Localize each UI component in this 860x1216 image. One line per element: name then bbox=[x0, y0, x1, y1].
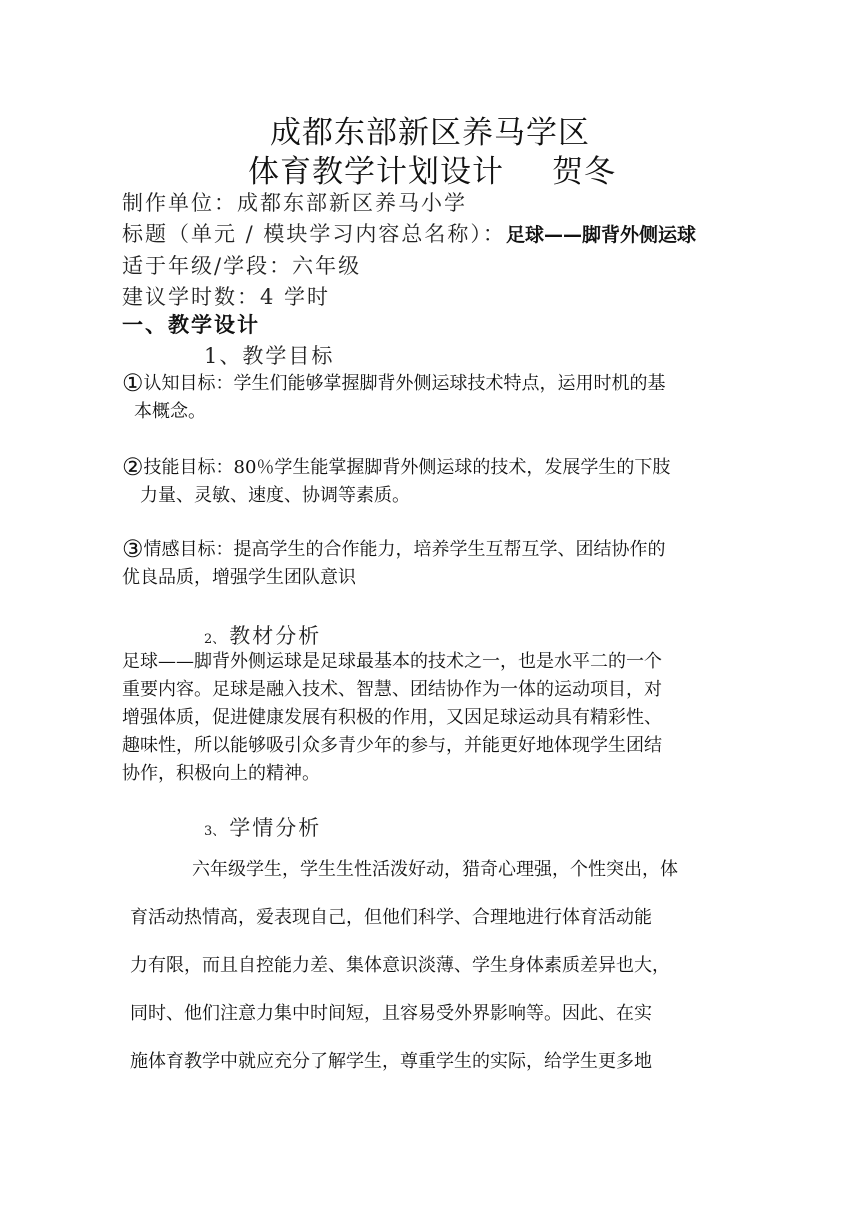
subsection-number: 3、 bbox=[204, 824, 226, 839]
meta-hours-value: 4 学时 bbox=[260, 285, 331, 309]
meta-unit bbox=[122, 187, 467, 217]
meta-hours bbox=[122, 281, 330, 311]
paragraph-line: 重要内容。足球是融入技术、智慧、团结协作为一体的运动项目，对 bbox=[122, 679, 662, 700]
goal-text-continued: 优良品质，增强学生团队意识 bbox=[122, 567, 356, 588]
paragraph-line: 协作，积极向上的精神。 bbox=[122, 763, 320, 784]
goal-text-continued: 力量、灵敏、速度、协调等素质。 bbox=[140, 485, 410, 506]
meta-grade-label: 适于年级/学段： bbox=[122, 254, 293, 278]
meta-topic-label: 标题（单元 / 模块学习内容总名称）： bbox=[122, 222, 506, 246]
section-heading-teaching-design: 一、教学设计 bbox=[122, 313, 260, 337]
subsection-title: 学情分析 bbox=[229, 816, 322, 840]
goal-marker: ③ bbox=[122, 535, 144, 563]
paragraph-line: 足球——脚背外侧运球是足球最基本的技术之一，也是水平二的一个 bbox=[122, 651, 662, 672]
subsection-heading-material bbox=[204, 620, 321, 650]
paragraph-line: 增强体质，促进健康发展有积极的作用，又因足球运动具有精彩性、 bbox=[122, 707, 662, 728]
author-name: 贺冬 bbox=[552, 154, 616, 190]
subsection-heading-students bbox=[204, 812, 321, 842]
paragraph-line: 六年级学生，学生生性活泼好动，猎奇心理强，个性突出，体 bbox=[192, 859, 678, 880]
subsection-number: 2、 bbox=[204, 632, 226, 647]
plan-title: 体育教学计划设计 bbox=[248, 154, 504, 190]
document-title-plan bbox=[248, 146, 616, 191]
meta-unit-label: 制作单位： bbox=[122, 191, 237, 215]
student-analysis-paragraph bbox=[130, 846, 678, 1086]
paragraph-line: 育活动热情高，爱表现自己，但他们科学、合理地进行体育活动能 bbox=[130, 907, 652, 928]
goal-text: 技能目标：80％学生能掌握脚背外侧运球的技术，发展学生的下肢 bbox=[143, 457, 671, 478]
goal-text-continued: 本概念。 bbox=[134, 401, 206, 422]
goal-text: 认知目标：学生们能够掌握脚背外侧运球技术特点，运用时机的基 bbox=[143, 373, 666, 394]
subsection-heading-goals: 1、教学目标 bbox=[204, 344, 335, 368]
paragraph-line: 趣味性，所以能够吸引众多青少年的参与，并能更好地体现学生团结 bbox=[122, 735, 662, 756]
document-title-school: 成都东部新区养马学区 bbox=[270, 115, 590, 151]
subsection-title: 教材分析 bbox=[229, 624, 322, 648]
meta-topic-value: 足球——脚背外侧运球 bbox=[505, 224, 696, 246]
meta-grade bbox=[122, 250, 361, 280]
meta-grade-value: 六年级 bbox=[292, 254, 362, 278]
goal-item-affective bbox=[122, 535, 742, 592]
meta-topic bbox=[122, 218, 696, 248]
paragraph-line: 力有限，而且自控能力差、集体意识淡薄、学生身体素质差异也大， bbox=[130, 955, 670, 976]
goal-item-cognitive bbox=[122, 369, 742, 426]
goal-marker: ① bbox=[122, 369, 144, 397]
goal-item-skill bbox=[122, 453, 742, 510]
paragraph-line: 同时、他们注意力集中时间短，且容易受外界影响等。因此、在实 bbox=[130, 1003, 652, 1024]
meta-hours-label: 建议学时数： bbox=[122, 285, 260, 309]
meta-unit-value: 成都东部新区养马小学 bbox=[237, 191, 467, 215]
material-analysis-paragraph bbox=[122, 648, 662, 788]
goal-text: 情感目标：提高学生的合作能力，培养学生互帮互学、团结协作的 bbox=[143, 539, 666, 560]
goal-marker: ② bbox=[122, 453, 144, 481]
paragraph-line: 施体育教学中就应充分了解学生，尊重学生的实际，给学生更多地 bbox=[130, 1051, 652, 1072]
